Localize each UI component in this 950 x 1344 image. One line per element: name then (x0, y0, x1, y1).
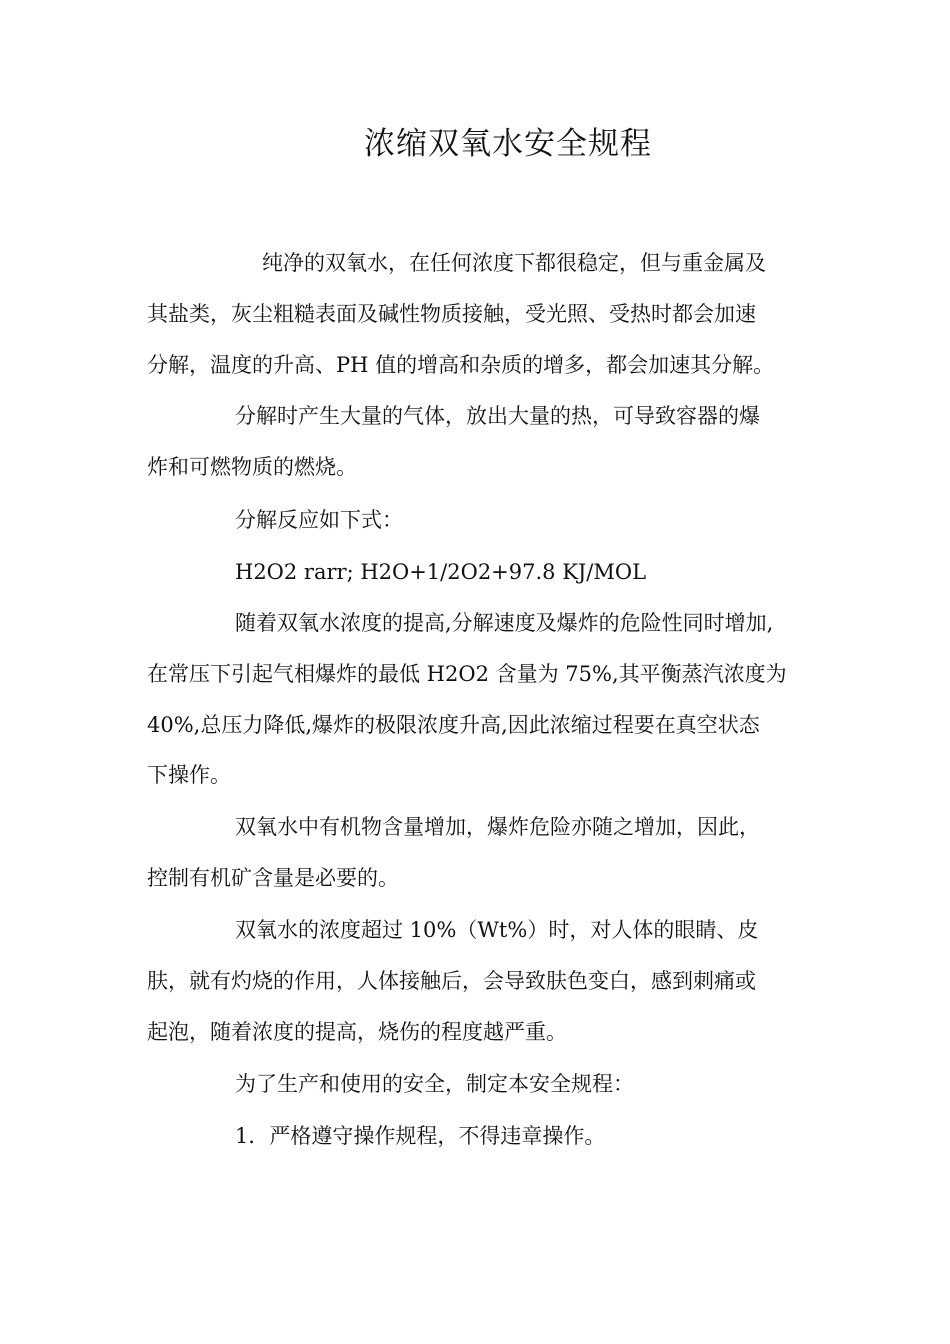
paragraph-line: 炸和可燃物质的燃烧。 (147, 455, 357, 479)
paragraph-line: 肤，就有灼烧的作用，人体接触后，会导致肤色变白，感到刺痛或 (147, 969, 756, 993)
paragraph-line: 在常压下引起气相爆炸的最低 H2O2 含量为 75%,其平衡蒸汽浓度为 (147, 662, 787, 686)
paragraph-line: 起泡，随着浓度的提高，烧伤的程度越严重。 (147, 1020, 567, 1044)
paragraph-line: 其盐类，灰尘粗糙表面及碱性物质接触，受光照、受热时都会加速 (147, 302, 756, 326)
document-title: 浓缩双氧水安全规程 (364, 126, 652, 162)
paragraph-line: 分解时产生大量的气体，放出大量的热，可导致容器的爆 (235, 404, 760, 428)
paragraph-line: 控制有机矿含量是必要的。 (147, 866, 399, 890)
list-item: 1．严格遵守操作规程，不得违章操作。 (235, 1124, 606, 1148)
reaction-formula: H2O2 rarr; H2O+1/2O2+97.8 KJ/MOL (235, 560, 647, 584)
paragraph-line: 分解反应如下式： (235, 508, 403, 532)
paragraph-line: 双氧水的浓度超过 10%（Wt%）时，对人体的眼睛、皮 (235, 918, 759, 942)
paragraph-line: 为了生产和使用的安全，制定本安全规程： (235, 1072, 634, 1096)
paragraph-line: 分解，温度的升高、PH 值的增高和杂质的增多，都会加速其分解。 (147, 353, 775, 377)
paragraph-line: 40%,总压力降低,爆炸的极限浓度升高,因此浓缩过程要在真空状态 (147, 713, 760, 737)
paragraph-line: 下操作。 (147, 763, 231, 787)
paragraph-line: 随着双氧水浓度的提高,分解速度及爆炸的危险性同时增加, (235, 611, 774, 635)
paragraph-line: 双氧水中有机物含量增加，爆炸危险亦随之增加，因此， (235, 815, 760, 839)
paragraph-line: 纯净的双氧水，在任何浓度下都很稳定，但与重金属及 (262, 251, 766, 275)
